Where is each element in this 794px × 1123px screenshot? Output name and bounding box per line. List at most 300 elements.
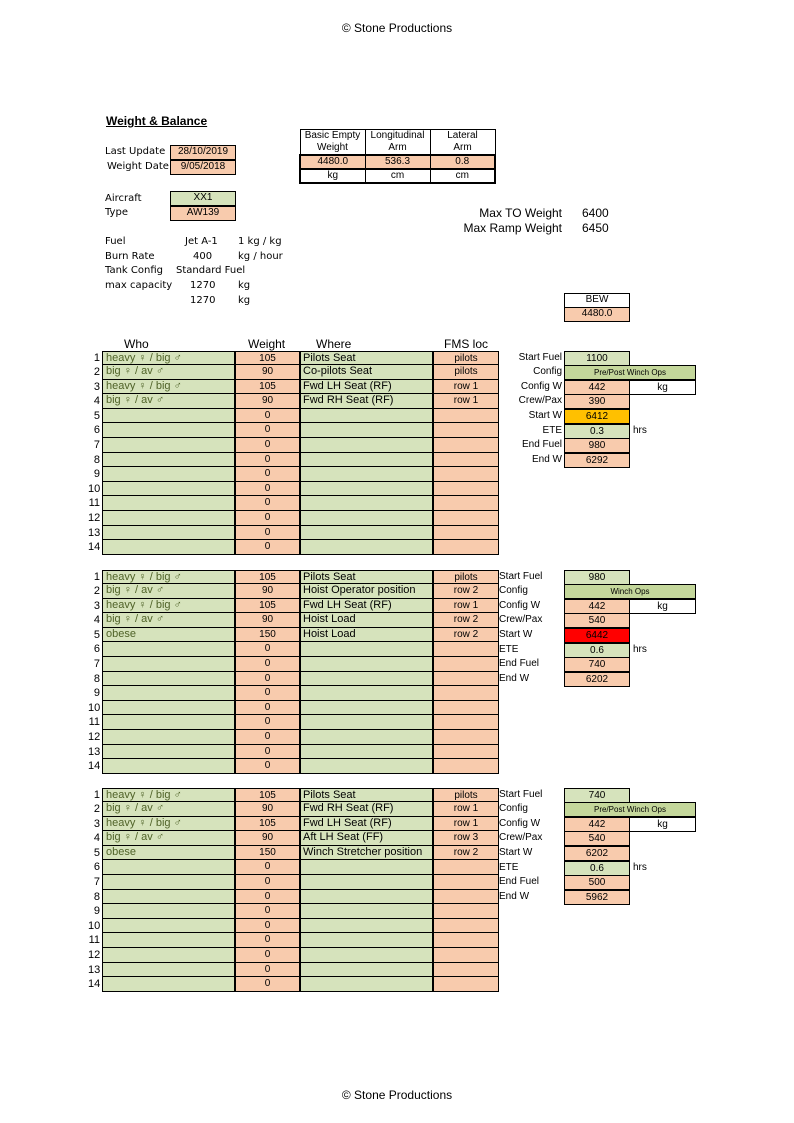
config-w-label: Config W xyxy=(499,817,541,829)
who-cell[interactable] xyxy=(102,496,235,511)
table-row xyxy=(88,860,499,875)
who-cell[interactable] xyxy=(102,919,235,934)
bem-weight-value[interactable]: 4480.0 xyxy=(300,155,365,169)
fms-loc-cell: row 1 xyxy=(433,802,499,817)
where-cell[interactable]: Fwd LH Seat (RF) xyxy=(300,817,433,832)
max-capacity-unit-1: kg xyxy=(238,280,251,291)
fms-loc-cell: row 3 xyxy=(433,831,499,846)
where-cell[interactable]: Hoist Operator position xyxy=(300,584,433,599)
where-cell[interactable] xyxy=(300,701,433,716)
fms-loc-cell xyxy=(433,482,499,497)
weight-cell: 0 xyxy=(235,875,300,890)
who-cell[interactable] xyxy=(102,409,235,424)
end-w-label: End W xyxy=(531,453,562,465)
row-number: 1 xyxy=(93,351,100,364)
where-cell[interactable] xyxy=(300,482,433,497)
weight-cell: 0 xyxy=(235,701,300,716)
weight-cell: 150 xyxy=(235,846,300,861)
col-header-fms-loc: FMS loc xyxy=(444,337,489,351)
fuel-type: Jet A-1 xyxy=(185,236,218,247)
row-number: 2 xyxy=(93,585,100,598)
end-fuel-label: End Fuel xyxy=(499,658,540,670)
fms-loc-cell: row 2 xyxy=(433,613,499,628)
fms-loc-cell xyxy=(433,672,499,687)
bem-lat-arm-value[interactable]: 0.8 xyxy=(430,155,495,169)
who-cell[interactable]: big ♀ / av ♂ xyxy=(102,394,235,409)
weight-cell: 0 xyxy=(235,745,300,760)
where-cell[interactable]: Aft LH Seat (FF) xyxy=(300,831,433,846)
fms-loc-cell: row 2 xyxy=(433,628,499,643)
config-select[interactable]: Pre/Post Winch Ops xyxy=(564,365,696,380)
fms-loc-cell: row 1 xyxy=(433,394,499,409)
col-header-who: Who xyxy=(124,337,149,351)
table-row xyxy=(88,453,499,468)
table-row xyxy=(88,482,499,497)
table-row xyxy=(88,438,499,453)
where-cell[interactable]: Co-pilots Seat xyxy=(300,365,433,380)
fms-loc-cell: row 2 xyxy=(433,584,499,599)
who-cell[interactable] xyxy=(102,540,235,555)
who-cell[interactable]: heavy ♀ / big ♂ xyxy=(102,599,235,614)
where-cell[interactable] xyxy=(300,730,433,745)
start-fuel-value[interactable]: 1100 xyxy=(564,351,630,366)
who-cell[interactable] xyxy=(102,860,235,875)
where-cell[interactable]: Fwd LH Seat (RF) xyxy=(300,380,433,395)
who-cell[interactable]: heavy ♀ / big ♂ xyxy=(102,380,235,395)
row-number: 3 xyxy=(93,599,100,612)
bew-label: BEW xyxy=(564,293,630,308)
weight-cell: 0 xyxy=(235,540,300,555)
row-number: 12 xyxy=(88,512,101,525)
table-row xyxy=(88,759,499,774)
crew-pax-value: 390 xyxy=(564,394,630,409)
who-cell[interactable]: obese xyxy=(102,846,235,861)
row-number: 14 xyxy=(88,541,101,554)
config-w-value: 442 xyxy=(564,380,630,395)
row-number: 4 xyxy=(93,395,100,408)
where-cell[interactable] xyxy=(300,963,433,978)
fms-loc-cell: pilots xyxy=(433,351,499,366)
page-header: © Stone Productions xyxy=(341,21,453,35)
where-cell[interactable] xyxy=(300,657,433,672)
where-cell[interactable] xyxy=(300,409,433,424)
start-w-value: 6202 xyxy=(564,846,630,861)
who-cell[interactable]: heavy ♀ / big ♂ xyxy=(102,351,235,366)
fms-loc-cell: pilots xyxy=(433,570,499,585)
where-cell[interactable] xyxy=(300,453,433,468)
where-cell[interactable]: Pilots Seat xyxy=(300,788,433,803)
where-cell[interactable]: Fwd LH Seat (RF) xyxy=(300,599,433,614)
row-number: 5 xyxy=(93,628,100,641)
fms-loc-cell xyxy=(433,526,499,541)
where-cell[interactable] xyxy=(300,540,433,555)
weight-cell: 0 xyxy=(235,963,300,978)
weight-cell: 105 xyxy=(235,351,300,366)
who-cell[interactable] xyxy=(102,948,235,963)
table-row xyxy=(88,788,499,803)
last-update-value[interactable]: 28/10/2019 xyxy=(170,145,236,160)
start-w-label: Start W xyxy=(499,628,533,640)
burn-rate-unit: kg / hour xyxy=(238,251,283,262)
weight-cell: 90 xyxy=(235,613,300,628)
who-cell[interactable] xyxy=(102,745,235,760)
ete-value[interactable]: 0.6 xyxy=(564,643,630,658)
where-cell[interactable] xyxy=(300,511,433,526)
row-number: 12 xyxy=(88,949,101,962)
bem-weight-unit: kg xyxy=(300,169,365,183)
fms-loc-cell: row 2 xyxy=(433,846,499,861)
config-w-value: 442 xyxy=(564,599,630,614)
config-select[interactable]: Winch Ops xyxy=(564,584,696,599)
fms-loc-cell xyxy=(433,730,499,745)
start-fuel-value[interactable]: 980 xyxy=(564,570,630,585)
table-row xyxy=(88,467,499,482)
who-cell[interactable] xyxy=(102,453,235,468)
weight-cell: 0 xyxy=(235,453,300,468)
where-cell[interactable] xyxy=(300,759,433,774)
table-row xyxy=(88,380,499,395)
config-w-unit: kg xyxy=(629,599,696,614)
fms-loc-cell xyxy=(433,759,499,774)
fms-loc-cell xyxy=(433,963,499,978)
fms-loc-cell xyxy=(433,686,499,701)
who-cell[interactable]: heavy ♀ / big ♂ xyxy=(102,788,235,803)
table-row xyxy=(88,875,499,890)
who-cell[interactable] xyxy=(102,642,235,657)
type-label: Type xyxy=(105,207,128,218)
who-cell[interactable] xyxy=(102,482,235,497)
row-number: 13 xyxy=(88,963,101,976)
load-section-2 xyxy=(88,570,499,774)
who-cell[interactable] xyxy=(102,526,235,541)
where-cell[interactable]: Hoist Load xyxy=(300,628,433,643)
max-capacity-label: max capacity xyxy=(105,280,173,291)
row-number: 8 xyxy=(93,890,100,903)
load-section-1 xyxy=(88,351,499,555)
weight-cell: 0 xyxy=(235,686,300,701)
end-w-label: End W xyxy=(499,672,530,684)
row-number: 14 xyxy=(88,760,101,773)
config-label: Config xyxy=(499,585,528,597)
where-cell[interactable]: Pilots Seat xyxy=(300,570,433,585)
config-w-unit: kg xyxy=(629,380,696,395)
where-cell[interactable] xyxy=(300,686,433,701)
row-number: 11 xyxy=(88,497,100,510)
fms-loc-cell xyxy=(433,904,499,919)
where-cell[interactable] xyxy=(300,496,433,511)
weight-cell: 0 xyxy=(235,526,300,541)
crew-pax-label: Crew/Pax xyxy=(518,395,562,407)
fms-loc-cell xyxy=(433,875,499,890)
end-fuel-label: End Fuel xyxy=(521,439,562,451)
max-capacity-value-2: 1270 xyxy=(190,295,216,306)
fms-loc-cell xyxy=(433,715,499,730)
fms-loc-cell xyxy=(433,657,499,672)
table-row xyxy=(88,672,499,687)
table-row xyxy=(88,802,499,817)
where-cell[interactable] xyxy=(300,672,433,687)
ete-label: ETE xyxy=(499,861,519,873)
config-label: Config xyxy=(499,803,528,815)
row-number: 6 xyxy=(93,643,100,656)
where-cell[interactable]: Pilots Seat xyxy=(300,351,433,366)
fms-loc-cell xyxy=(433,890,499,905)
ete-unit: hrs xyxy=(633,643,647,655)
table-row xyxy=(88,817,499,832)
weight-date-label: Weight Date xyxy=(107,161,169,172)
who-cell[interactable]: heavy ♀ / big ♂ xyxy=(102,817,235,832)
who-cell[interactable] xyxy=(102,701,235,716)
where-cell[interactable] xyxy=(300,438,433,453)
table-row xyxy=(88,715,499,730)
who-cell[interactable]: big ♀ / av ♂ xyxy=(102,584,235,599)
where-cell[interactable]: Fwd RH Seat (RF) xyxy=(300,394,433,409)
page-footer: © Stone Productions xyxy=(341,1088,453,1102)
bem-header-long-arm: Longitudinal xyxy=(365,130,430,143)
where-cell[interactable] xyxy=(300,919,433,934)
fuel-density: 1 kg / kg xyxy=(238,236,282,247)
where-cell[interactable]: Fwd RH Seat (RF) xyxy=(300,802,433,817)
fms-loc-cell: pilots xyxy=(433,788,499,803)
bem-header-lat-arm: Lateral xyxy=(430,130,495,143)
aircraft-label: Aircraft xyxy=(105,193,142,204)
row-number: 10 xyxy=(88,919,101,932)
where-cell[interactable] xyxy=(300,933,433,948)
fms-loc-cell xyxy=(433,642,499,657)
row-number: 6 xyxy=(93,424,100,437)
row-number: 2 xyxy=(93,803,100,816)
where-cell[interactable] xyxy=(300,977,433,992)
row-number: 13 xyxy=(88,745,101,758)
weight-cell: 0 xyxy=(235,409,300,424)
row-number: 4 xyxy=(93,614,100,627)
config-label: Config xyxy=(533,366,562,378)
who-cell[interactable] xyxy=(102,890,235,905)
who-cell[interactable]: big ♀ / av ♂ xyxy=(102,831,235,846)
bem-header-long-arm-2: Arm xyxy=(365,142,430,155)
who-cell[interactable] xyxy=(102,933,235,948)
max-ramp-weight-value: 6450 xyxy=(582,221,609,235)
who-cell[interactable] xyxy=(102,977,235,992)
table-row xyxy=(88,496,499,511)
row-number: 8 xyxy=(93,672,100,685)
table-row xyxy=(88,963,499,978)
start-fuel-value[interactable]: 740 xyxy=(564,788,630,803)
bem-header-weight: Basic Empty xyxy=(300,130,365,143)
fms-loc-cell xyxy=(433,745,499,760)
max-ramp-weight-label: Max Ramp Weight xyxy=(463,221,562,235)
weight-cell: 0 xyxy=(235,890,300,905)
row-number: 2 xyxy=(93,366,100,379)
weight-cell: 0 xyxy=(235,496,300,511)
table-row xyxy=(88,977,499,992)
where-cell[interactable] xyxy=(300,423,433,438)
config-select[interactable]: Pre/Post Winch Ops xyxy=(564,802,696,817)
who-cell[interactable]: big ♀ / av ♂ xyxy=(102,613,235,628)
table-row xyxy=(88,948,499,963)
who-cell[interactable] xyxy=(102,875,235,890)
table-row xyxy=(88,745,499,760)
table-row xyxy=(88,540,499,555)
where-cell[interactable] xyxy=(300,745,433,760)
weight-cell: 90 xyxy=(235,365,300,380)
where-cell[interactable]: Winch Stretcher position xyxy=(300,846,433,861)
who-cell[interactable] xyxy=(102,672,235,687)
who-cell[interactable] xyxy=(102,511,235,526)
row-number: 1 xyxy=(93,788,100,801)
row-number: 11 xyxy=(88,934,100,947)
table-row xyxy=(88,846,499,861)
weight-cell: 0 xyxy=(235,423,300,438)
table-row xyxy=(88,409,499,424)
weight-cell: 0 xyxy=(235,642,300,657)
weight-cell: 105 xyxy=(235,817,300,832)
fms-loc-cell xyxy=(433,948,499,963)
config-w-label: Config W xyxy=(520,380,562,392)
row-number: 8 xyxy=(93,453,100,466)
row-number: 1 xyxy=(93,570,100,583)
weight-cell: 0 xyxy=(235,511,300,526)
fms-loc-cell xyxy=(433,977,499,992)
weight-cell: 0 xyxy=(235,482,300,497)
weight-cell: 150 xyxy=(235,628,300,643)
who-cell[interactable]: big ♀ / av ♂ xyxy=(102,365,235,380)
row-number: 6 xyxy=(93,861,100,874)
table-row xyxy=(88,423,499,438)
aircraft-value[interactable]: XX1 xyxy=(170,191,236,206)
who-cell[interactable] xyxy=(102,715,235,730)
burn-rate-label: Burn Rate xyxy=(105,251,155,262)
row-number: 10 xyxy=(88,482,101,495)
end-w-value: 6292 xyxy=(564,453,630,468)
bem-header-weight-2: Weight xyxy=(300,142,365,155)
where-cell[interactable] xyxy=(300,904,433,919)
row-number: 12 xyxy=(88,731,101,744)
ete-unit: hrs xyxy=(633,861,647,873)
table-row xyxy=(88,657,499,672)
table-row xyxy=(88,584,499,599)
weight-cell: 0 xyxy=(235,672,300,687)
weight-cell: 0 xyxy=(235,657,300,672)
tank-config-label: Tank Config xyxy=(105,265,163,276)
fms-loc-cell xyxy=(433,919,499,934)
last-update-label: Last Update xyxy=(105,146,166,157)
weight-cell: 0 xyxy=(235,438,300,453)
row-number: 4 xyxy=(93,832,100,845)
where-cell[interactable] xyxy=(300,715,433,730)
start-w-value: 6442 xyxy=(564,628,630,643)
start-w-value: 6412 xyxy=(564,409,630,424)
table-row xyxy=(88,933,499,948)
who-cell[interactable] xyxy=(102,730,235,745)
weight-cell: 0 xyxy=(235,977,300,992)
who-cell[interactable] xyxy=(102,904,235,919)
weight-cell: 105 xyxy=(235,599,300,614)
table-row xyxy=(88,919,499,934)
who-cell[interactable]: heavy ♀ / big ♂ xyxy=(102,570,235,585)
bew-value: 4480.0 xyxy=(564,307,630,322)
table-row xyxy=(88,890,499,905)
burn-rate-value: 400 xyxy=(193,251,213,262)
where-cell[interactable] xyxy=(300,948,433,963)
row-number: 3 xyxy=(93,380,100,393)
start-w-label: Start W xyxy=(499,846,533,858)
table-row xyxy=(88,701,499,716)
weight-cell: 105 xyxy=(235,380,300,395)
col-header-weight: Weight xyxy=(248,337,286,351)
where-cell[interactable] xyxy=(300,526,433,541)
weight-date-value[interactable]: 9/05/2018 xyxy=(170,160,236,175)
start-fuel-label: Start Fuel xyxy=(499,570,543,582)
weight-cell: 90 xyxy=(235,831,300,846)
who-cell[interactable] xyxy=(102,963,235,978)
who-cell[interactable]: big ♀ / av ♂ xyxy=(102,802,235,817)
fms-loc-cell xyxy=(433,511,499,526)
fms-loc-cell: pilots xyxy=(433,365,499,380)
start-fuel-label: Start Fuel xyxy=(499,788,543,800)
type-value[interactable]: AW139 xyxy=(170,206,236,221)
who-cell[interactable] xyxy=(102,438,235,453)
row-number: 9 xyxy=(93,687,100,700)
ete-unit: hrs xyxy=(633,424,647,436)
row-number: 7 xyxy=(93,439,100,452)
weight-cell: 0 xyxy=(235,948,300,963)
weight-cell: 90 xyxy=(235,802,300,817)
who-cell[interactable] xyxy=(102,686,235,701)
fms-loc-cell xyxy=(433,933,499,948)
fms-loc-cell xyxy=(433,540,499,555)
row-number: 10 xyxy=(88,701,101,714)
where-cell[interactable] xyxy=(300,875,433,890)
where-cell[interactable] xyxy=(300,467,433,482)
who-cell[interactable] xyxy=(102,759,235,774)
weight-cell: 105 xyxy=(235,788,300,803)
where-cell[interactable] xyxy=(300,860,433,875)
weight-cell: 0 xyxy=(235,730,300,745)
table-row xyxy=(88,831,499,846)
weight-cell: 0 xyxy=(235,759,300,774)
where-cell[interactable] xyxy=(300,642,433,657)
table-row xyxy=(88,570,499,585)
fms-loc-cell: row 1 xyxy=(433,817,499,832)
config-w-unit: kg xyxy=(629,817,696,832)
bem-long-arm-value[interactable]: 536.3 xyxy=(365,155,430,169)
table-row xyxy=(88,351,499,366)
where-cell[interactable]: Hoist Load xyxy=(300,613,433,628)
weight-cell: 0 xyxy=(235,467,300,482)
row-number: 7 xyxy=(93,658,100,671)
fms-loc-cell xyxy=(433,496,499,511)
load-section-3 xyxy=(88,788,499,992)
where-cell[interactable] xyxy=(300,890,433,905)
weight-cell: 0 xyxy=(235,715,300,730)
who-cell[interactable] xyxy=(102,467,235,482)
page-title: Weight & Balance xyxy=(106,114,208,128)
who-cell[interactable] xyxy=(102,657,235,672)
weight-cell: 0 xyxy=(235,933,300,948)
weight-cell: 0 xyxy=(235,860,300,875)
who-cell[interactable]: obese xyxy=(102,628,235,643)
row-number: 11 xyxy=(88,716,100,729)
ete-value[interactable]: 0.3 xyxy=(564,424,630,439)
weight-cell: 90 xyxy=(235,584,300,599)
who-cell[interactable] xyxy=(102,423,235,438)
ete-value[interactable]: 0.6 xyxy=(564,861,630,876)
ete-label: ETE xyxy=(542,424,562,436)
bem-header-lat-arm-2: Arm xyxy=(430,142,495,155)
start-w-label: Start W xyxy=(528,409,562,421)
fuel-label: Fuel xyxy=(105,236,126,247)
